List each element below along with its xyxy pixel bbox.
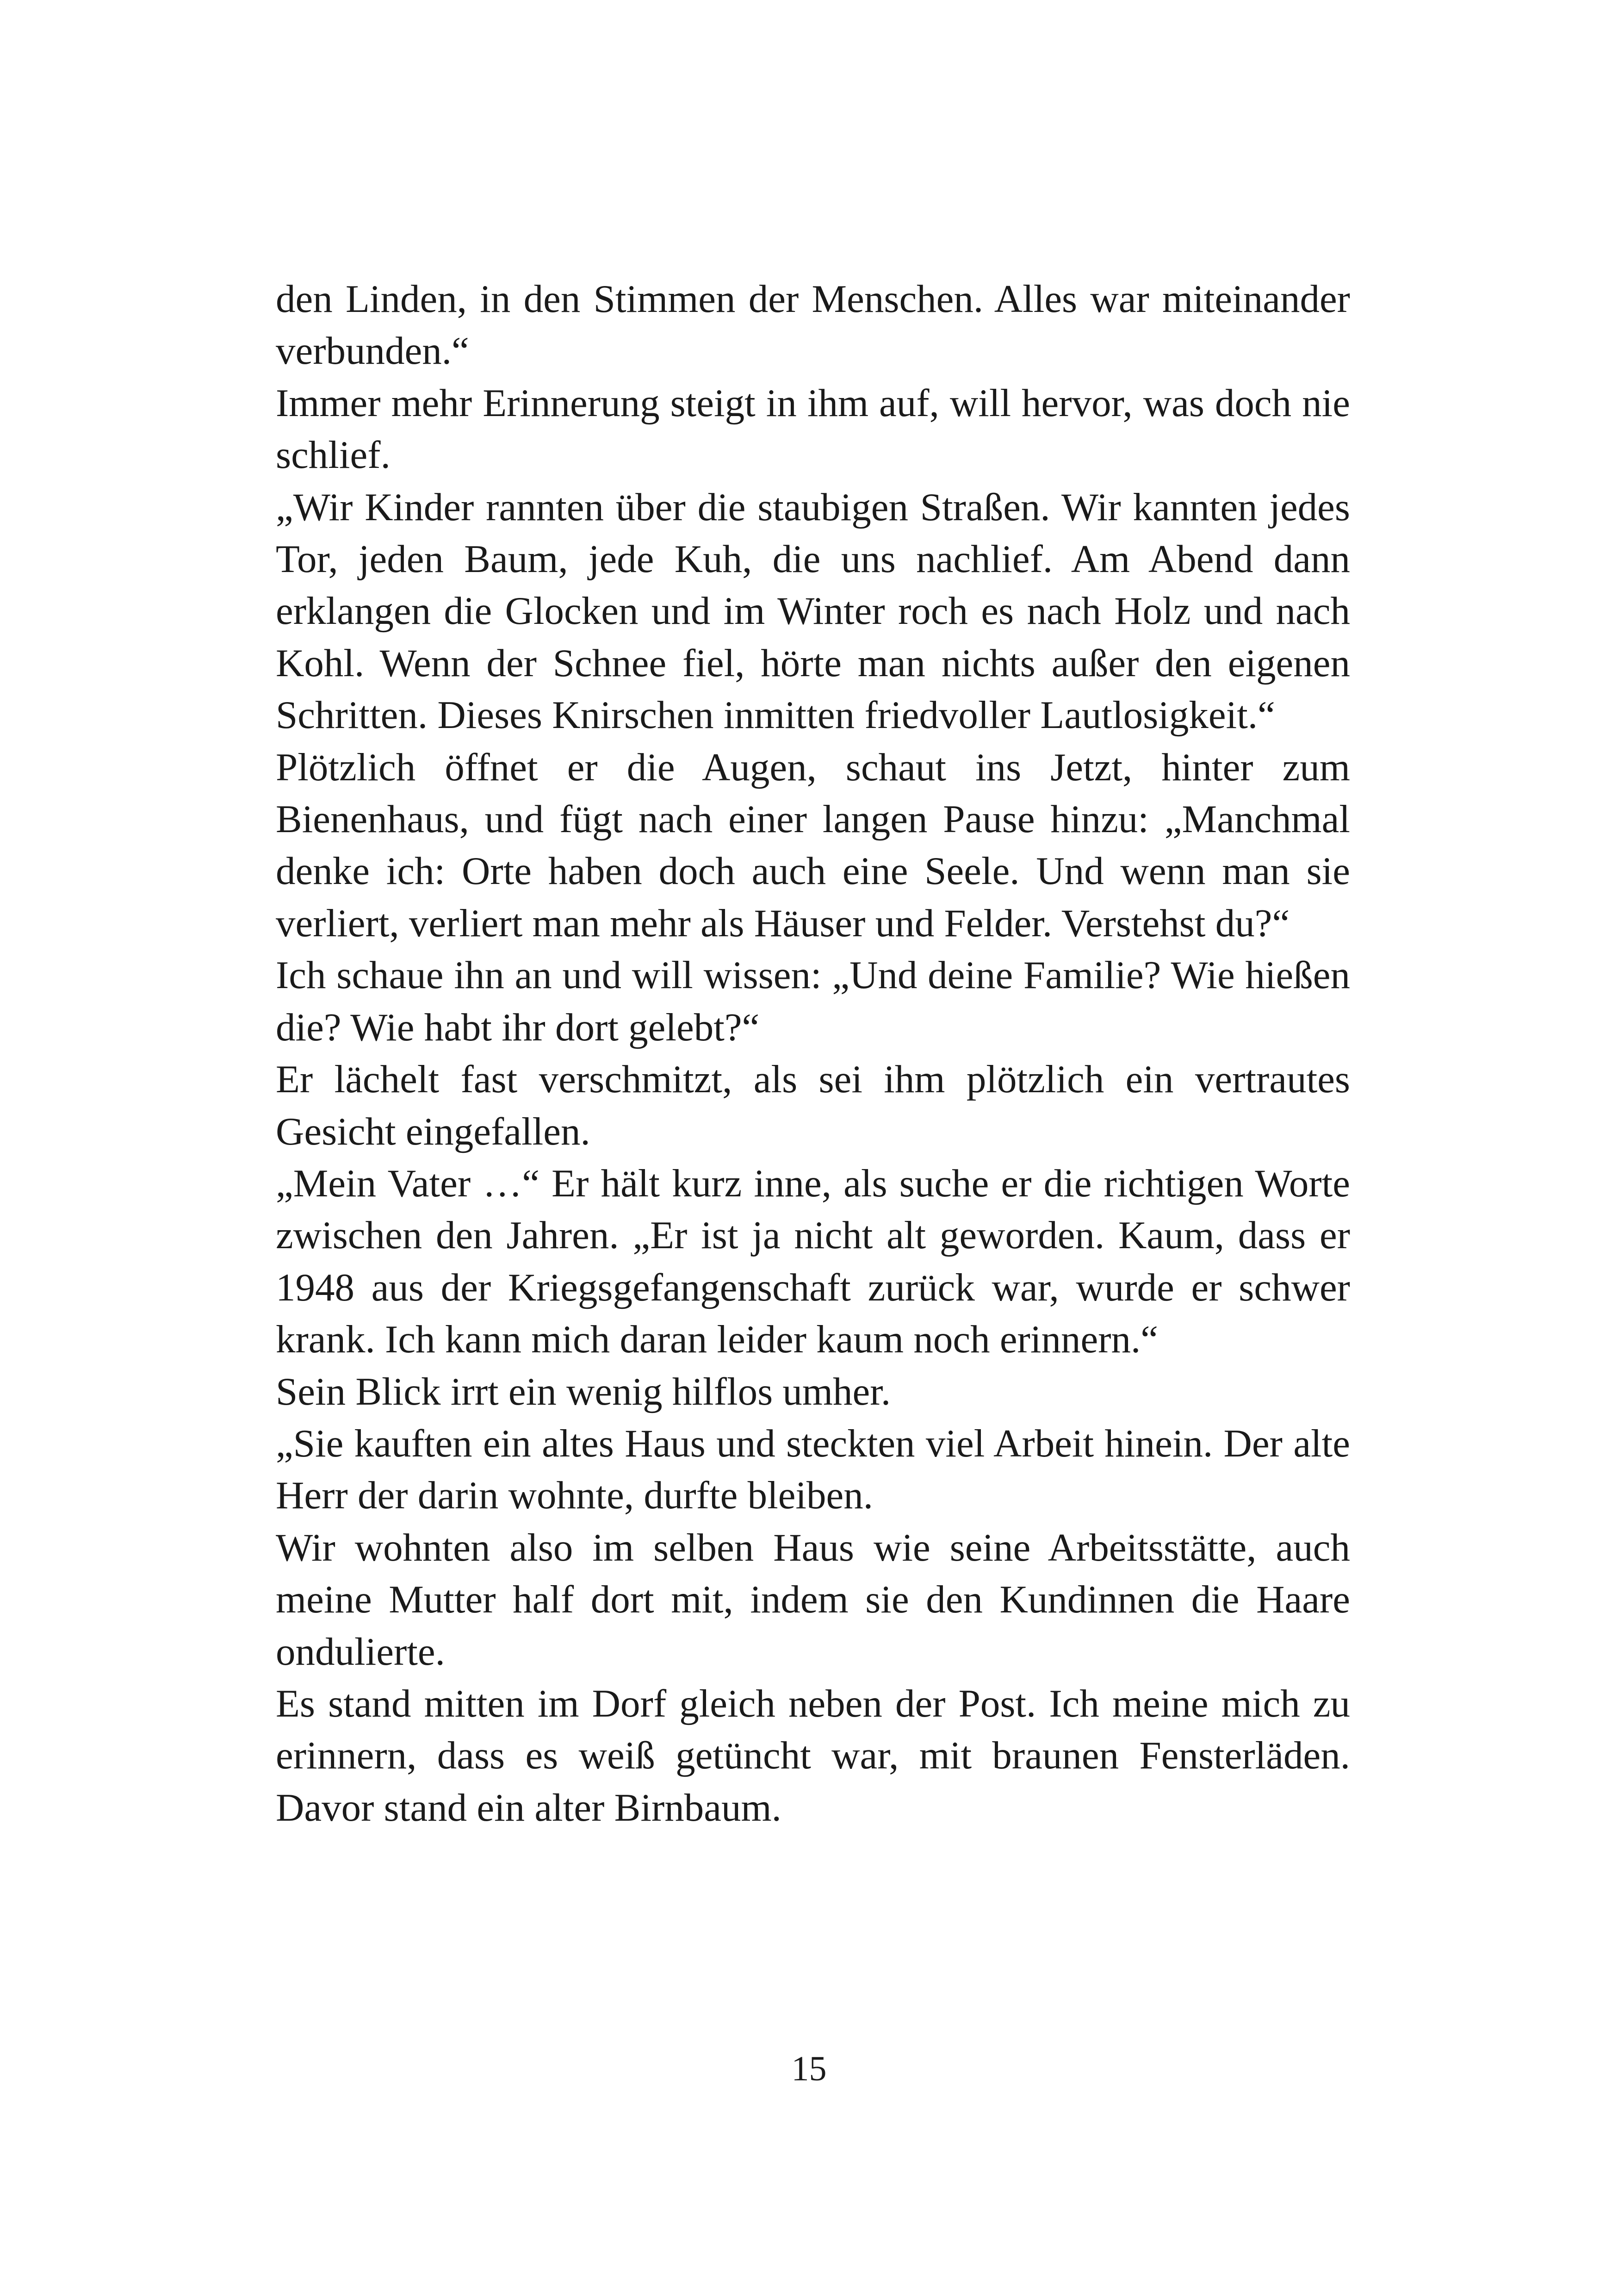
page-number: 15 bbox=[791, 2049, 827, 2088]
paragraph: „Wir Kinder rannten über die staubigen Straßen. Wir kannten jedes Tor, jeden Baum, jede Kuh, die uns nachlief. Am Abend dann erklangen die Glocken und im Winter roch es nach Holz und nach Kohl. Wenn der Schnee fiel, hörte man nichts außer den eigenen Schritten. Dieses Knirschen inmitten friedvoller Lautlosigkeit.“ bbox=[276, 485, 1350, 737]
paragraph: Sein Blick irrt ein wenig hilflos umher. bbox=[276, 1369, 891, 1413]
paragraph: Wir wohnten also im selben Haus wie seine Arbeitsstätte, auch meine Mutter half dort mit, indem sie den Kundinnen die Haare ondulierte. bbox=[276, 1525, 1350, 1674]
paragraph: „Mein Vater …“ Er hält kurz inne, als suche er die richtigen Worte zwischen den Jahren. „Er ist ja nicht alt geworden. Kaum, dass er 1948 aus der Kriegsgefangenschaft zurück war, wurde er schwer krank. Ich kann mich daran leider kaum noch erinnern.“ bbox=[276, 1161, 1350, 1362]
paragraph: Es stand mitten im Dorf gleich neben der Post. Ich meine mich zu erinnern, dass es weiß getüncht war, mit braunen Fensterläden. Davor stand ein alter Birnbaum. bbox=[276, 1681, 1350, 1829]
paragraph: Er lächelt fast verschmitzt, als sei ihm plötzlich ein vertrautes Gesicht eingefallen. bbox=[276, 1058, 1350, 1153]
paragraph: Ich schaue ihn an und will wissen: „Und deine Familie? Wie hießen die? Wie habt ihr dort gelebt?“ bbox=[276, 953, 1350, 1049]
paragraph: den Linden, in den Stimmen der Menschen. Alles war miteinander verbunden.“ bbox=[276, 277, 1350, 373]
paragraph: Immer mehr Erinnerung steigt in ihm auf, will hervor, was doch nie schlief. bbox=[276, 381, 1350, 477]
body-text bbox=[276, 273, 1350, 1834]
paragraph: „Sie kauften ein altes Haus und steckten viel Arbeit hinein. Der alte Herr der darin wohnte, durfte bleiben. bbox=[276, 1421, 1350, 1518]
paragraph: Plötzlich öffnet er die Augen, schaut ins Jetzt, hinter zum Bienenhaus, und fügt nach einer langen Pause hinzu: „Manchmal denke ich: Orte haben doch auch eine Seele. Und wenn man sie verliert, verliert man mehr als Häuser und Felder. Verstehst du?“ bbox=[276, 745, 1350, 945]
